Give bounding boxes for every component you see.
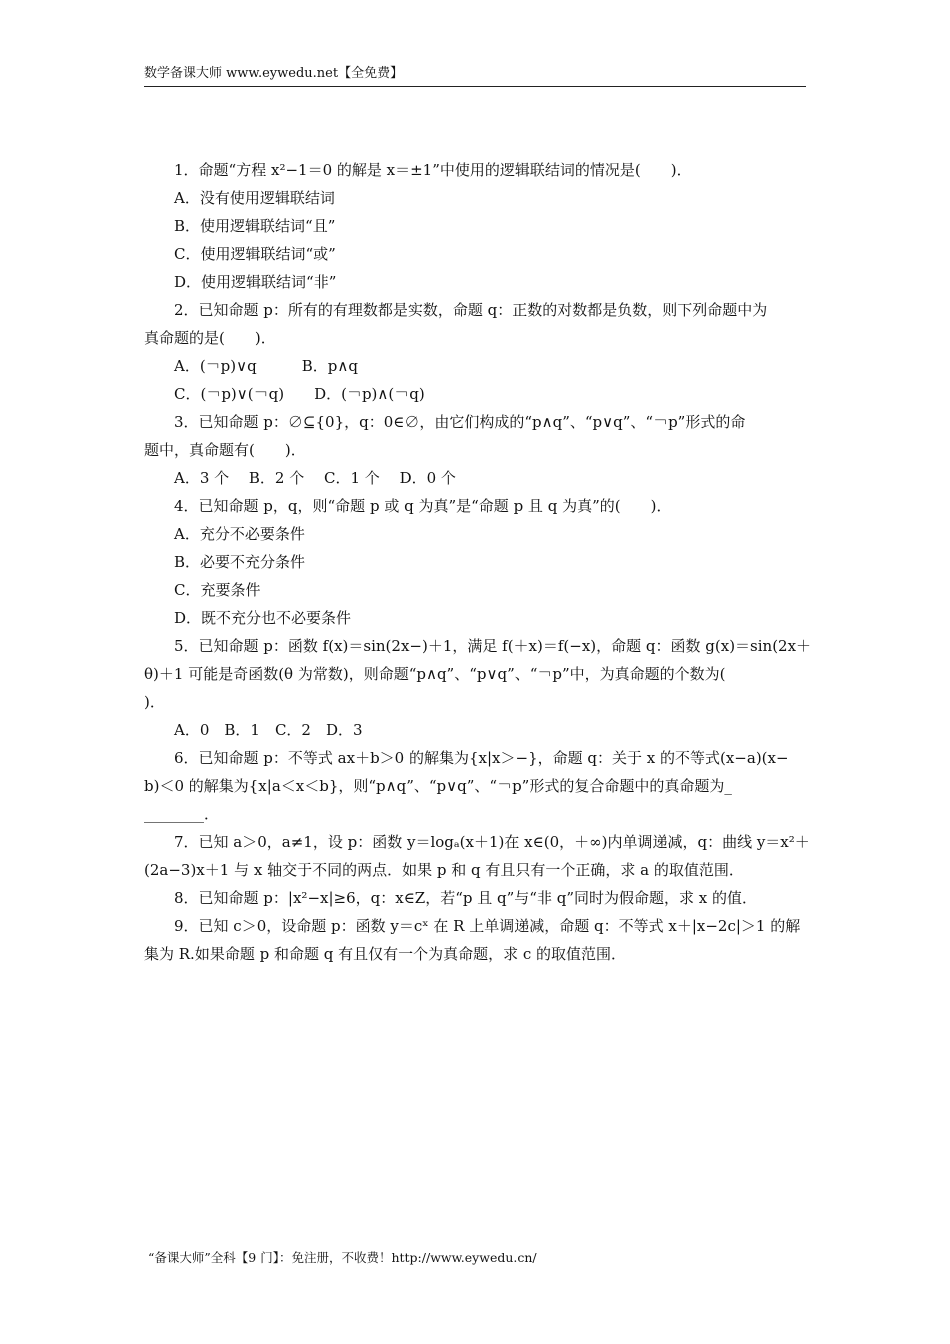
problem-3-stem-cont: 题中，真命题有( )． [144,441,306,459]
problem-1-option-a: A．没有使用逻辑联结词 [174,189,335,207]
problem-2-options-cd: C．(￢p)∨(￢q) D．(￢p)∧(￢q) [174,385,425,403]
problem-1-option-d: D．使用逻辑联结词“非” [174,273,337,291]
problem-4-option-a: A．充分不必要条件 [174,525,305,543]
problem-9-stem: 9．已知 c＞0，设命题 p：函数 y＝cˣ 在 R 上单调递减，命题 q：不等式 x＋|x−2c|＞1 的解 [174,917,801,935]
problem-5-stem-cont: θ)＋1 可能是奇函数(θ 为常数)，则命题“p∧q”、“p∨q”、“￢p”中，为真命题的个数为( [144,665,726,683]
problem-6-stem: 6．已知命题 p：不等式 ax＋b＞0 的解集为{x|x＞−}，命题 q：关于 x 的不等式(x−a)(x− [174,749,789,767]
problem-2-stem-cont: 真命题的是( )． [144,329,276,347]
problem-5-stem-end: )． [144,693,165,711]
problem-3-options: A．3 个 B．2 个 C．1 个 D．0 个 [174,469,456,487]
problem-5-stem: 5．已知命题 p：函数 f(x)＝sin(2x−)＋1，满足 f(＋x)＝f(−x)，命题 q：函数 g(x)＝sin(2x＋ [174,637,812,655]
problem-7-stem: 7．已知 a＞0，a≠1，设 p：函数 y＝logₐ(x＋1)在 x∈(0，＋∞)内单调递减，q：曲线 y＝x²＋ [174,833,810,851]
problem-1-option-b: B．使用逻辑联结词“且” [174,217,336,235]
page-footer [148,1250,537,1266]
problem-3-stem: 3．已知命题 p：∅⊆{0}，q：0∈∅，由它们构成的“p∧q”、“p∨q”、“￢p”形式的命 [174,413,746,431]
problem-4-option-d: D．既不充分也不必要条件 [174,609,352,627]
problem-2-options-ab: A．(￢p)∨q B．p∧q [174,357,358,375]
problem-4-option-b: B．必要不充分条件 [174,553,306,571]
header-text: 数学备课大师 www.eywedu.net【全免费】 [144,66,404,81]
problem-4-option-c: C．充要条件 [174,581,261,599]
problem-1-stem: 1．命题“方程 x²−1＝0 的解是 x＝±1”中使用的逻辑联结词的情况是( )． [174,161,692,179]
footer-text: “备课大师”全科【9 门】：免注册，不收费！http://www.eywedu.cn/ [148,1250,537,1265]
problem-1-option-c: C．使用逻辑联结词“或” [174,245,336,263]
problem-7-stem-cont: (2a−3)x＋1 与 x 轴交于不同的两点．如果 p 和 q 有且只有一个正确，求 a 的取值范围． [144,861,744,879]
problem-6-blank: ________． [144,805,220,823]
problem-9-stem-cont: 集为 R.如果命题 p 和命题 q 有且仅有一个为真命题，求 c 的取值范围． [144,945,627,963]
problem-list [144,156,812,968]
problem-2-stem: 2．已知命题 p：所有的有理数都是实数，命题 q：正数的对数都是负数，则下列命题中为 [174,301,768,319]
page-header [144,62,806,87]
problem-4-stem: 4．已知命题 p，q，则“命题 p 或 q 为真”是“命题 p 且 q 为真”的( )． [174,497,672,515]
problem-6-stem-cont: b)＜0 的解集为{x|a＜x＜b}，则“p∧q”、“p∨q”、“￢p”形式的复合命题中的真命题为_ [144,777,732,795]
problem-8-stem: 8．已知命题 p：|x²−x|≥6，q：x∈Z，若“p 且 q”与“非 q”同时为假命题，求 x 的值． [174,889,758,907]
problem-5-options: A．0 B．1 C．2 D．3 [174,721,363,739]
